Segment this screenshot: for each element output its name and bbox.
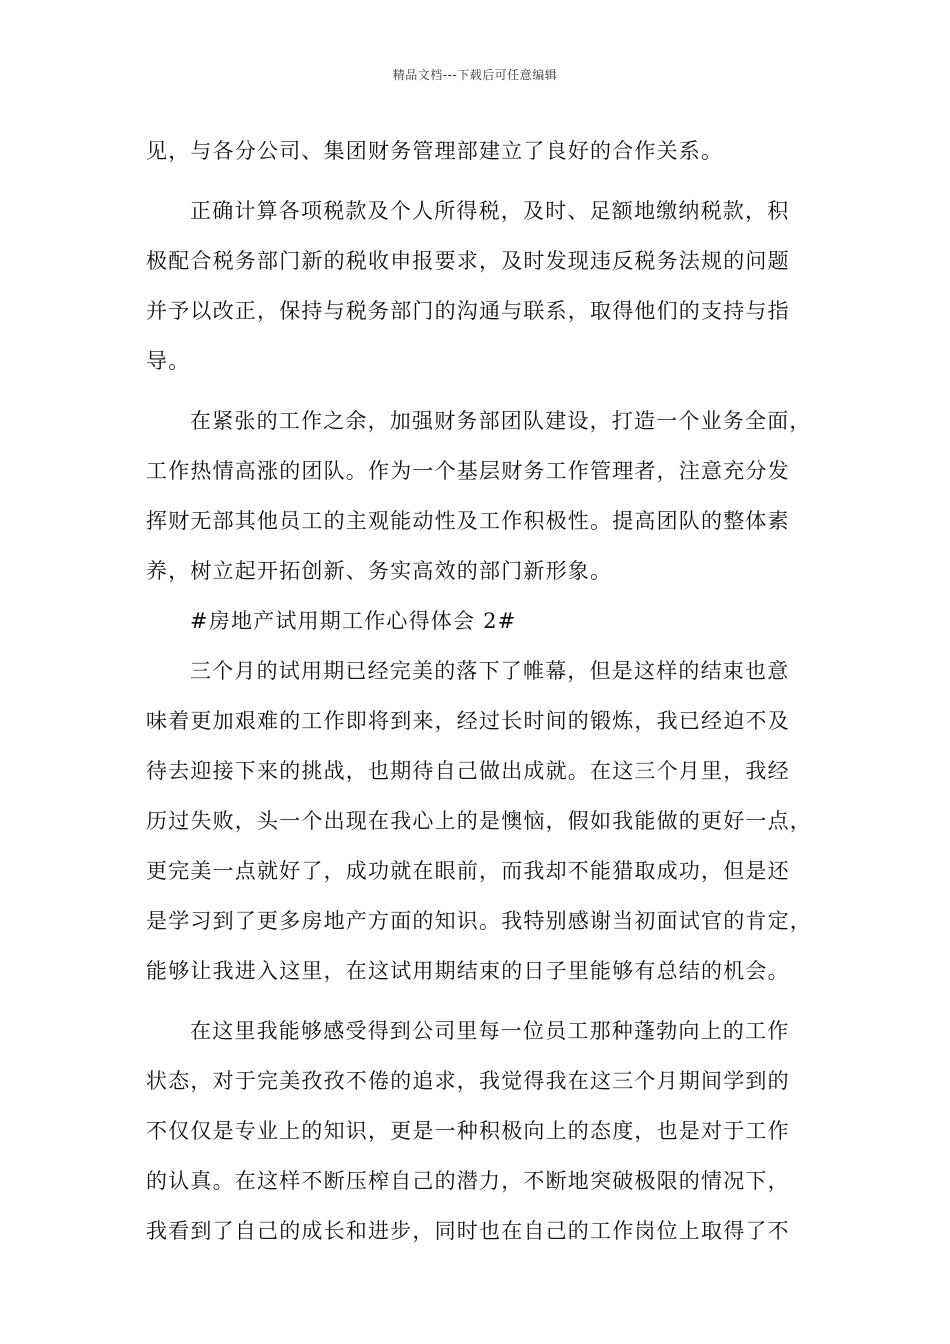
text-line: 正确计算各项税款及个人所得税，及时、足额地缴纳税款，积 — [190, 199, 790, 223]
text-line: 养，树立起开拓创新、务实高效的部门新形象。 — [146, 559, 613, 583]
paragraph — [146, 646, 812, 996]
text-line: 不仅仅是专业上的知识，更是一种积极向上的态度，也是对于工作 — [146, 1119, 790, 1143]
paragraph — [146, 186, 806, 386]
text-line: 极配合税务部门新的税收申报要求，及时发现违反税务法规的问题 — [146, 249, 790, 273]
text-line: 导。 — [146, 349, 191, 373]
document-body — [146, 126, 812, 1256]
text-line: 状态，对于完美孜孜不倦的追求，我觉得我在这三个月期间学到的 — [146, 1069, 790, 1093]
text-line: 是学习到了更多房地产方面的知识。我特别感谢当初面试官的肯定， — [146, 909, 812, 933]
text-line: 的认真。在这样不断压榨自己的潜力，不断地突破极限的情况下， — [146, 1169, 790, 1193]
text-line: 味着更加艰难的工作即将到来，经过长时间的锻炼，我已经迫不及 — [146, 709, 790, 733]
paragraph — [146, 126, 806, 176]
text-line: 三个月的试用期已经完美的落下了帷幕，但是这样的结束也意 — [190, 659, 790, 683]
text-line: 并予以改正，保持与税务部门的沟通与联系，取得他们的支持与指 — [146, 299, 790, 323]
section-heading — [146, 596, 806, 646]
text-line: 在紧张的工作之余，加强财务部团队建设，打造一个业务全面， — [190, 409, 812, 433]
text-line: 我看到了自己的成长和进步，同时也在自己的工作岗位上取得了不 — [146, 1219, 790, 1243]
text-line: 见，与各分公司、集团财务管理部建立了良好的合作关系。 — [146, 139, 724, 163]
text-line: 在这里我能够感受得到公司里每一位员工那种蓬勃向上的工作 — [190, 1019, 790, 1043]
paragraph — [146, 396, 812, 596]
text-line: #房地产试用期工作心得体会 2# — [190, 609, 517, 633]
text-line: 能够让我进入这里，在这试用期结束的日子里能够有总结的机会。 — [146, 959, 790, 983]
text-line: 挥财无部其他员工的主观能动性及工作积极性。提高团队的整体素 — [146, 509, 790, 533]
text-line: 工作热情高涨的团队。作为一个基层财务工作管理者，注意充分发 — [146, 459, 790, 483]
text-line: 更完美一点就好了，成功就在眼前，而我却不能猎取成功，但是还 — [146, 859, 790, 883]
paragraph — [146, 1006, 806, 1256]
page-header: 精品文档---下载后可任意编辑 — [392, 68, 558, 82]
text-line: 待去迎接下来的挑战，也期待自己做出成就。在这三个月里，我经 — [146, 759, 790, 783]
text-line: 历过失败，头一个出现在我心上的是懊恼，假如我能做的更好一点， — [146, 809, 812, 833]
